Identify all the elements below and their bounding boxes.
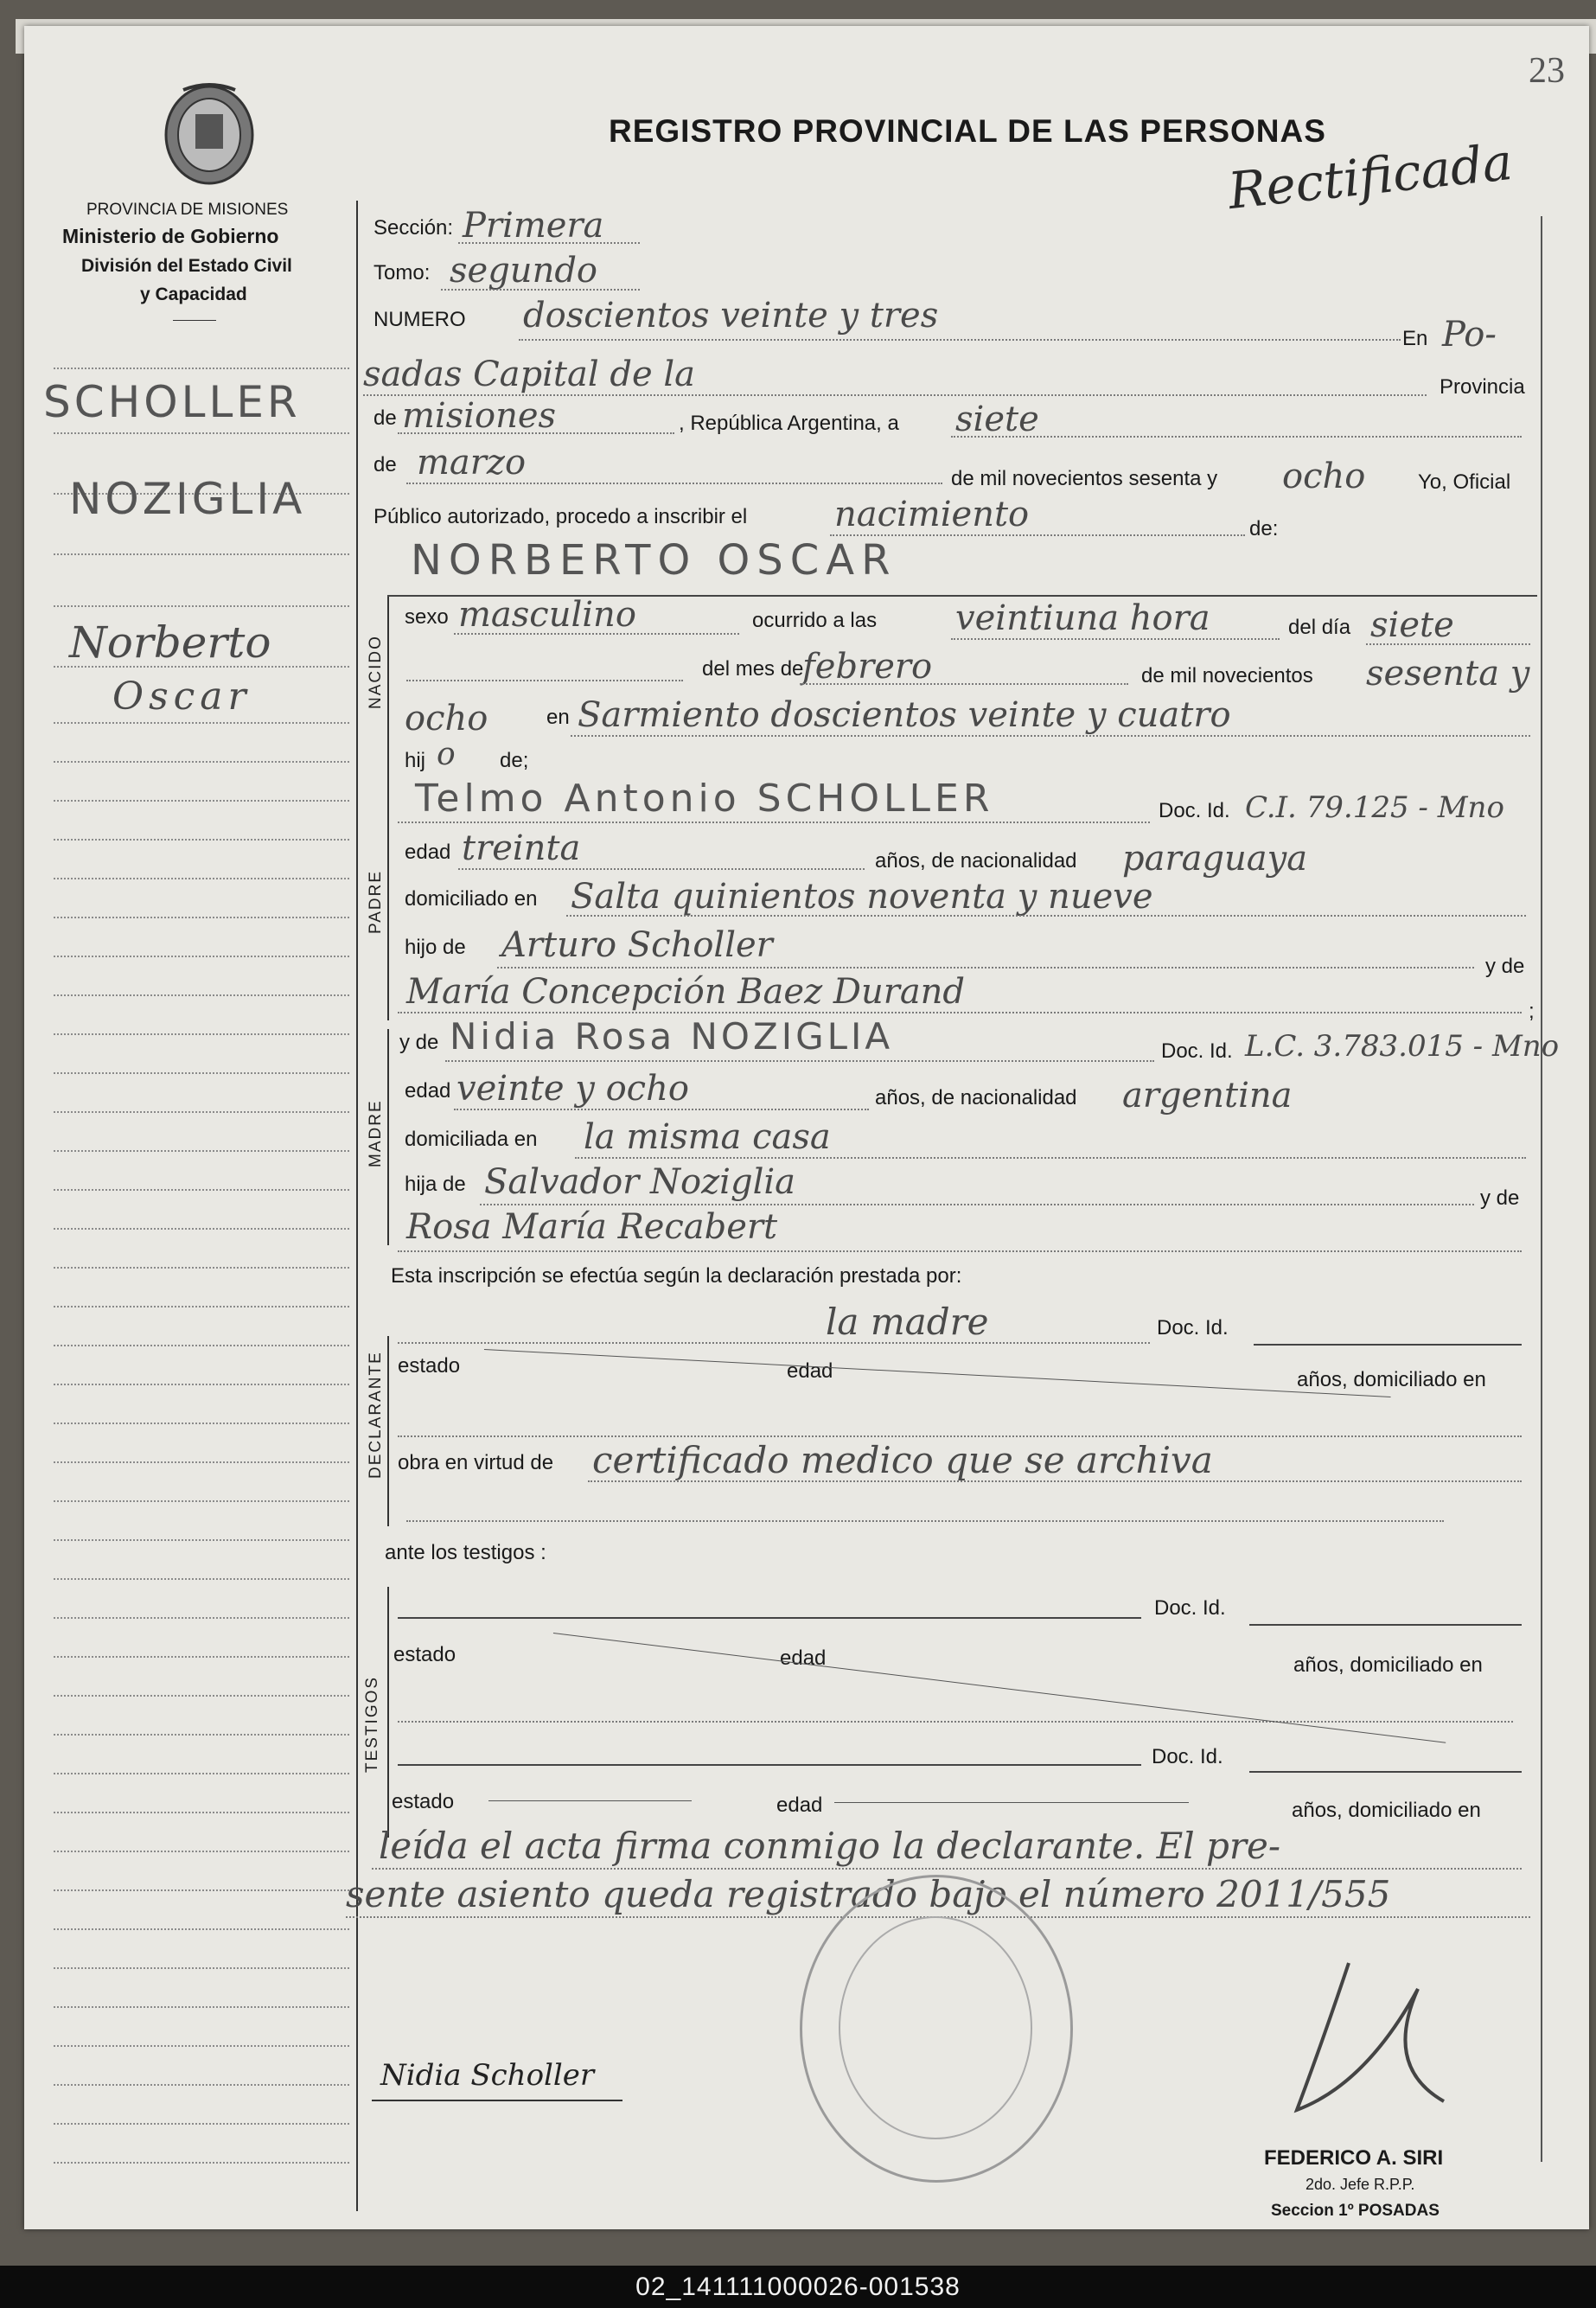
declarante-label: DECLARANTE — [367, 1351, 385, 1479]
mother-edad-label: edad — [405, 1079, 451, 1103]
del-mes-label: del mes de — [702, 657, 804, 681]
declarante-estado-label: estado — [398, 1354, 461, 1378]
margin-surname-2: NOZIGLIA — [69, 474, 306, 524]
year-value: ocho — [1282, 457, 1366, 496]
mother-edad-value: veinte y ocho — [456, 1069, 689, 1109]
numero-value: doscientos veinte y tres — [523, 296, 939, 336]
act-type: nacimiento — [834, 495, 1030, 534]
father-dom-label: domiciliado en — [405, 887, 538, 911]
father-doc-label: Doc. Id. — [1159, 799, 1230, 822]
capacity-label: y Capacidad — [140, 285, 247, 304]
declarant-signature: Nidia Scholler — [380, 2058, 595, 2093]
official-section: Seccion 1º POSADAS — [1271, 2202, 1440, 2220]
mother-y-de-label-2: y de — [1480, 1186, 1520, 1210]
mother-doc-label: Doc. Id. — [1161, 1039, 1233, 1063]
margin-given-2: Oscar — [112, 674, 252, 719]
en-nac-label: en — [546, 706, 570, 729]
father-name: Telmo Antonio SCHOLLER — [415, 777, 994, 821]
nacido-label: NACIDO — [367, 635, 385, 709]
witness1-edad-label: edad — [780, 1646, 827, 1670]
father-y-de-label: y de — [1485, 955, 1525, 978]
father-doc-value: C.I. 79.125 - Mno — [1245, 790, 1504, 825]
father-nac-label: años, de nacionalidad — [875, 849, 1077, 873]
seccion-label: Sección: — [373, 216, 454, 240]
tomo-value: segundo — [450, 251, 598, 291]
anio-nac-2: ocho — [405, 699, 488, 738]
mother-hija-label: hija de — [405, 1173, 466, 1196]
de-semicolon-label: de; — [500, 749, 529, 772]
yo-oficial-label: Yo, Oficial — [1418, 470, 1511, 494]
mother-nac-label: años, de nacionalidad — [875, 1086, 1077, 1109]
inscripcion-label: Esta inscripción se efectúa según la declaración prestada por: — [391, 1264, 962, 1288]
witness2-anios-label: años, domiciliado en — [1292, 1799, 1481, 1822]
lugar-nac-value: Sarmiento doscientos veinte y cuatro — [578, 695, 1231, 735]
coat-of-arms-icon — [157, 81, 261, 194]
mother-doc-value: L.C. 3.783.015 - Mno — [1245, 1029, 1560, 1064]
closing-line-2: sente asiento queda registrado bajo el número 2011/555 — [346, 1873, 1391, 1915]
official-signature-mark — [1245, 1937, 1487, 2145]
en-value: Po- — [1442, 315, 1497, 355]
rectified-annotation: Rectificada — [1225, 131, 1516, 221]
day-words: siete — [955, 400, 1039, 439]
witness2-doc-label: Doc. Id. — [1152, 1745, 1223, 1768]
padre-label: PADRE — [367, 869, 385, 934]
scan-id-bar: 02_141111000026-001538 — [0, 2266, 1596, 2308]
mother-mother: Rosa María Recabert — [406, 1207, 778, 1247]
hij-label: hij — [405, 749, 426, 772]
sexo-label: sexo — [405, 605, 449, 629]
declarante-edad-label: edad — [787, 1359, 833, 1383]
del-dia-label: del día — [1288, 616, 1351, 639]
mother-father: Salvador Noziglia — [484, 1162, 795, 1202]
de-colon-label: de: — [1249, 517, 1279, 540]
mother-name: Nidia Rosa NOZIGLIA — [450, 1015, 894, 1058]
witness1-doc-label: Doc. Id. — [1154, 1596, 1226, 1620]
declarante-value: la madre — [826, 1301, 989, 1343]
divider — [173, 320, 216, 321]
seccion-value: Primera — [463, 206, 604, 246]
father-mother: María Concepción Baez Durand — [406, 972, 966, 1012]
place-continued: sadas Capital de la — [363, 355, 695, 394]
tomo-label: Tomo: — [373, 261, 431, 285]
witness1-estado-label: estado — [393, 1643, 456, 1666]
father-edad-value: treinta — [462, 828, 581, 868]
ocurrido-label: ocurrido a las — [752, 609, 878, 632]
provincia-label: Provincia — [1440, 375, 1525, 399]
obra-label: obra en virtud de — [398, 1451, 554, 1474]
margin-given-1: Norberto — [69, 617, 271, 668]
father-edad-label: edad — [405, 841, 451, 864]
republica-label: , República Argentina, a — [679, 412, 899, 435]
right-border — [1541, 216, 1542, 2162]
province-label: PROVINCIA DE MISIONES — [86, 201, 289, 219]
margin-surname-1: SCHOLLER — [43, 377, 301, 427]
ministry-label: Ministerio de Gobierno — [62, 225, 279, 247]
witness2-estado-label: estado — [392, 1790, 455, 1813]
declarante-anios-label: años, domiciliado en — [1297, 1368, 1486, 1391]
de-mil-label: de mil novecientos sesenta y — [951, 467, 1218, 490]
official-seal-inner — [839, 1916, 1032, 2139]
de-mes-label: de — [373, 453, 397, 476]
de-label: de — [373, 406, 397, 430]
father-father: Arturo Scholler — [501, 925, 773, 965]
closing-line-1: leída el acta firma conmigo la declarante. El pre- — [379, 1825, 1281, 1867]
testigos-side-label: TESTIGOS — [363, 1675, 381, 1773]
obra-value: certificado medico que se archiva — [592, 1439, 1213, 1481]
witness2-edad-label: edad — [776, 1793, 823, 1817]
province-name: misiones — [402, 396, 557, 436]
semicolon-mark: ; — [1529, 1000, 1535, 1023]
witness1-anios-label: años, domiciliado en — [1293, 1653, 1483, 1677]
declarante-doc-label: Doc. Id. — [1157, 1316, 1229, 1339]
mother-nac-value: argentina — [1122, 1076, 1293, 1116]
madre-label: MADRE — [367, 1099, 385, 1167]
mother-dom-label: domiciliada en — [405, 1128, 538, 1151]
testigos-label: ante los testigos : — [385, 1541, 546, 1564]
father-nac-value: paraguaya — [1122, 839, 1308, 879]
en-label: En — [1402, 327, 1428, 350]
mother-dom-value: la misma casa — [584, 1117, 831, 1157]
de-mil-nac-label: de mil novecientos — [1141, 664, 1313, 687]
official-title: 2do. Jefe R.P.P. — [1306, 2176, 1415, 2193]
father-hijo-label: hijo de — [405, 936, 466, 959]
sexo-value: masculino — [458, 595, 636, 635]
hora-value: veintiuna hora — [955, 598, 1210, 638]
hij-suffix: o — [437, 737, 456, 772]
dia-value: siete — [1370, 605, 1454, 645]
father-dom-value: Salta quinientos noventa y nueve — [571, 877, 1153, 917]
publico-label: Público autorizado, procedo a inscribir el — [373, 505, 748, 528]
mes-nac-value: febrero — [802, 647, 933, 687]
mother-y-de-label: y de — [399, 1031, 439, 1054]
page-number: 23 — [1529, 51, 1565, 91]
registered-name: NORBERTO OSCAR — [411, 536, 897, 585]
month-value: marzo — [417, 443, 527, 483]
numero-label: NUMERO — [373, 308, 466, 331]
official-name: FEDERICO A. SIRI — [1264, 2146, 1444, 2170]
registry-title: REGISTRO PROVINCIAL DE LAS PERSONAS — [609, 113, 1326, 149]
anio-nac-1: sesenta y — [1366, 654, 1530, 694]
division-label: División del Estado Civil — [81, 256, 292, 276]
